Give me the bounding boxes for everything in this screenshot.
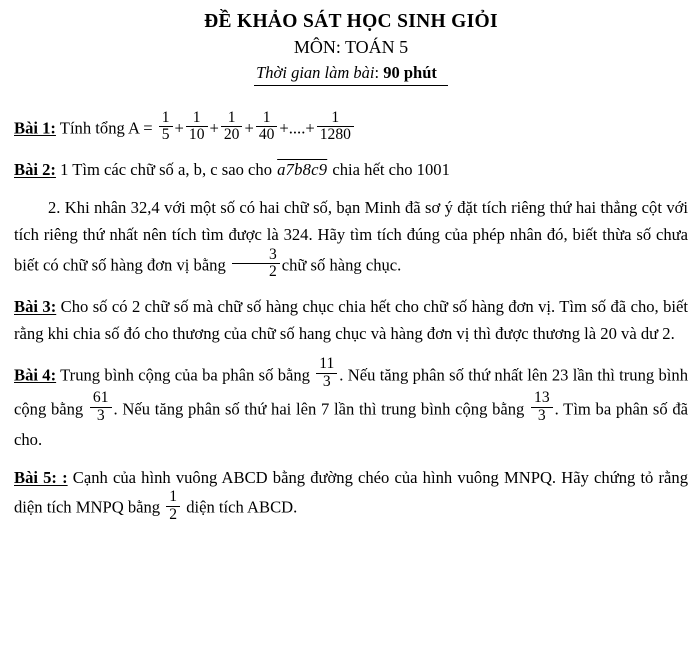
problem-5-segment-2: diện tích ABCD. (182, 497, 298, 517)
plus-sign-2: + (209, 118, 219, 138)
exam-title: ĐỀ KHẢO SÁT HỌC SINH GIỎI (204, 11, 498, 32)
document-header (14, 10, 688, 86)
problem-5-tag: Bài 5: : (14, 467, 68, 487)
fraction-denominator: 2 (169, 505, 178, 523)
fraction-numerator: 1 (186, 110, 208, 128)
fraction-numerator: 1 (256, 110, 278, 128)
fraction-denominator: 1280 (319, 126, 351, 144)
problem-2-part1-post: chia hết cho 1001 (328, 160, 450, 180)
problem-3 (14, 294, 688, 348)
problem-3-text: Cho số có 2 chữ số mà chữ số hàng chục chia hết cho chữ số hàng đơn vị. Tìm số đã cho, biết rằng khi chia số đó cho thương của chữ số hang chục và hàng đơn vị thì được thương là 20 và dư 2. (14, 296, 688, 343)
problem-2-tag: Bài 2: (14, 160, 56, 180)
problem-4-tag: Bài 4: (14, 364, 57, 384)
problem-list (14, 108, 688, 525)
fraction-denominator: 3 (322, 372, 331, 390)
fraction-thirteen-thirds (531, 390, 553, 424)
exam-subject: MÔN: TOÁN 5 (293, 37, 409, 58)
fraction-term-4 (256, 110, 278, 144)
fraction-denominator: 3 (96, 406, 105, 424)
problem-2-part1-pre: 1 Tìm các chữ số a, b, c sao cho (55, 160, 277, 180)
fraction-term-1 (159, 110, 173, 144)
fraction-numerator: 1 (166, 489, 180, 507)
fraction-numerator: 61 (90, 390, 112, 408)
problem-1-lead: Tính tổng A = (55, 118, 157, 138)
problem-4-segment-4: . Tìm ba phân số đã cho. (14, 399, 688, 449)
fraction-denominator: 5 (161, 126, 170, 144)
overlined-number: a7b8c9 (277, 160, 328, 180)
fraction-eleven-thirds (316, 356, 337, 390)
fraction-denominator: 2 (268, 263, 277, 281)
fraction-denominator: 10 (188, 126, 205, 144)
fraction-term-2 (186, 110, 208, 144)
problem-5-segment-1: Cạnh của hình vuông ABCD bằng đường chéo của hình vuông MNPQ. Hãy chứng tỏ rằng diện tích MNPQ bằng (14, 467, 688, 517)
fraction-numerator: 1 (221, 110, 243, 128)
problem-5 (14, 465, 688, 526)
exam-duration-underlined (254, 62, 448, 86)
exam-duration (14, 62, 688, 86)
problem-4 (14, 355, 688, 454)
series-ellipsis: +....+ (279, 118, 315, 138)
exam-duration-label: Thời gian làm bài (256, 62, 375, 82)
fraction-numerator: 1 (317, 110, 354, 128)
problem-3-tag: Bài 3: (14, 296, 57, 316)
fraction-three-halves (232, 247, 280, 281)
fraction-denominator: 3 (537, 406, 546, 424)
plus-sign-1: + (174, 118, 184, 138)
fraction-numerator: 3 (232, 247, 280, 265)
problem-4-segment-1: Trung bình cộng của ba phân số bằng (56, 364, 315, 384)
fraction-sixtyone-thirds (90, 390, 112, 424)
fraction-numerator: 13 (531, 390, 553, 408)
plus-sign-3: + (244, 118, 254, 138)
fraction-denominator: 20 (223, 126, 240, 144)
problem-2-part2-post: chữ số hàng chục. (281, 255, 402, 275)
fraction-denominator: 40 (258, 126, 275, 144)
fraction-term-3 (221, 110, 243, 144)
problem-1-tag: Bài 1: (14, 118, 56, 138)
fraction-one-half (166, 489, 180, 523)
fraction-term-last (317, 110, 354, 144)
exam-duration-separator: : (374, 62, 384, 82)
fraction-numerator: 1 (159, 110, 173, 128)
exam-duration-value: 90 phút (383, 62, 437, 82)
problem-1 (14, 108, 688, 146)
problem-4-segment-3: . Nếu tăng phân số thứ hai lên 7 lần thì trung bình cộng bằng (113, 399, 530, 419)
problem-4-segment-2: . Nếu tăng phân số thứ nhất lên 23 lần thì trung bình cộng bằng (14, 364, 688, 419)
problem-2-part2-pre: 2. Khi nhân 32,4 với một số có hai chữ số, bạn Minh đã sơ ý đặt tích riêng thứ hai thẳng cột với tích riêng thứ nhất nên tích tìm được là 324. Hãy tìm tích đúng của phép nhân đó, biết thừa số chưa biết có chữ số hàng đơn vị bằng (14, 197, 688, 275)
problem-2-part-2 (14, 195, 688, 283)
fraction-numerator: 11 (316, 356, 337, 374)
problem-2-part-1 (14, 157, 688, 184)
